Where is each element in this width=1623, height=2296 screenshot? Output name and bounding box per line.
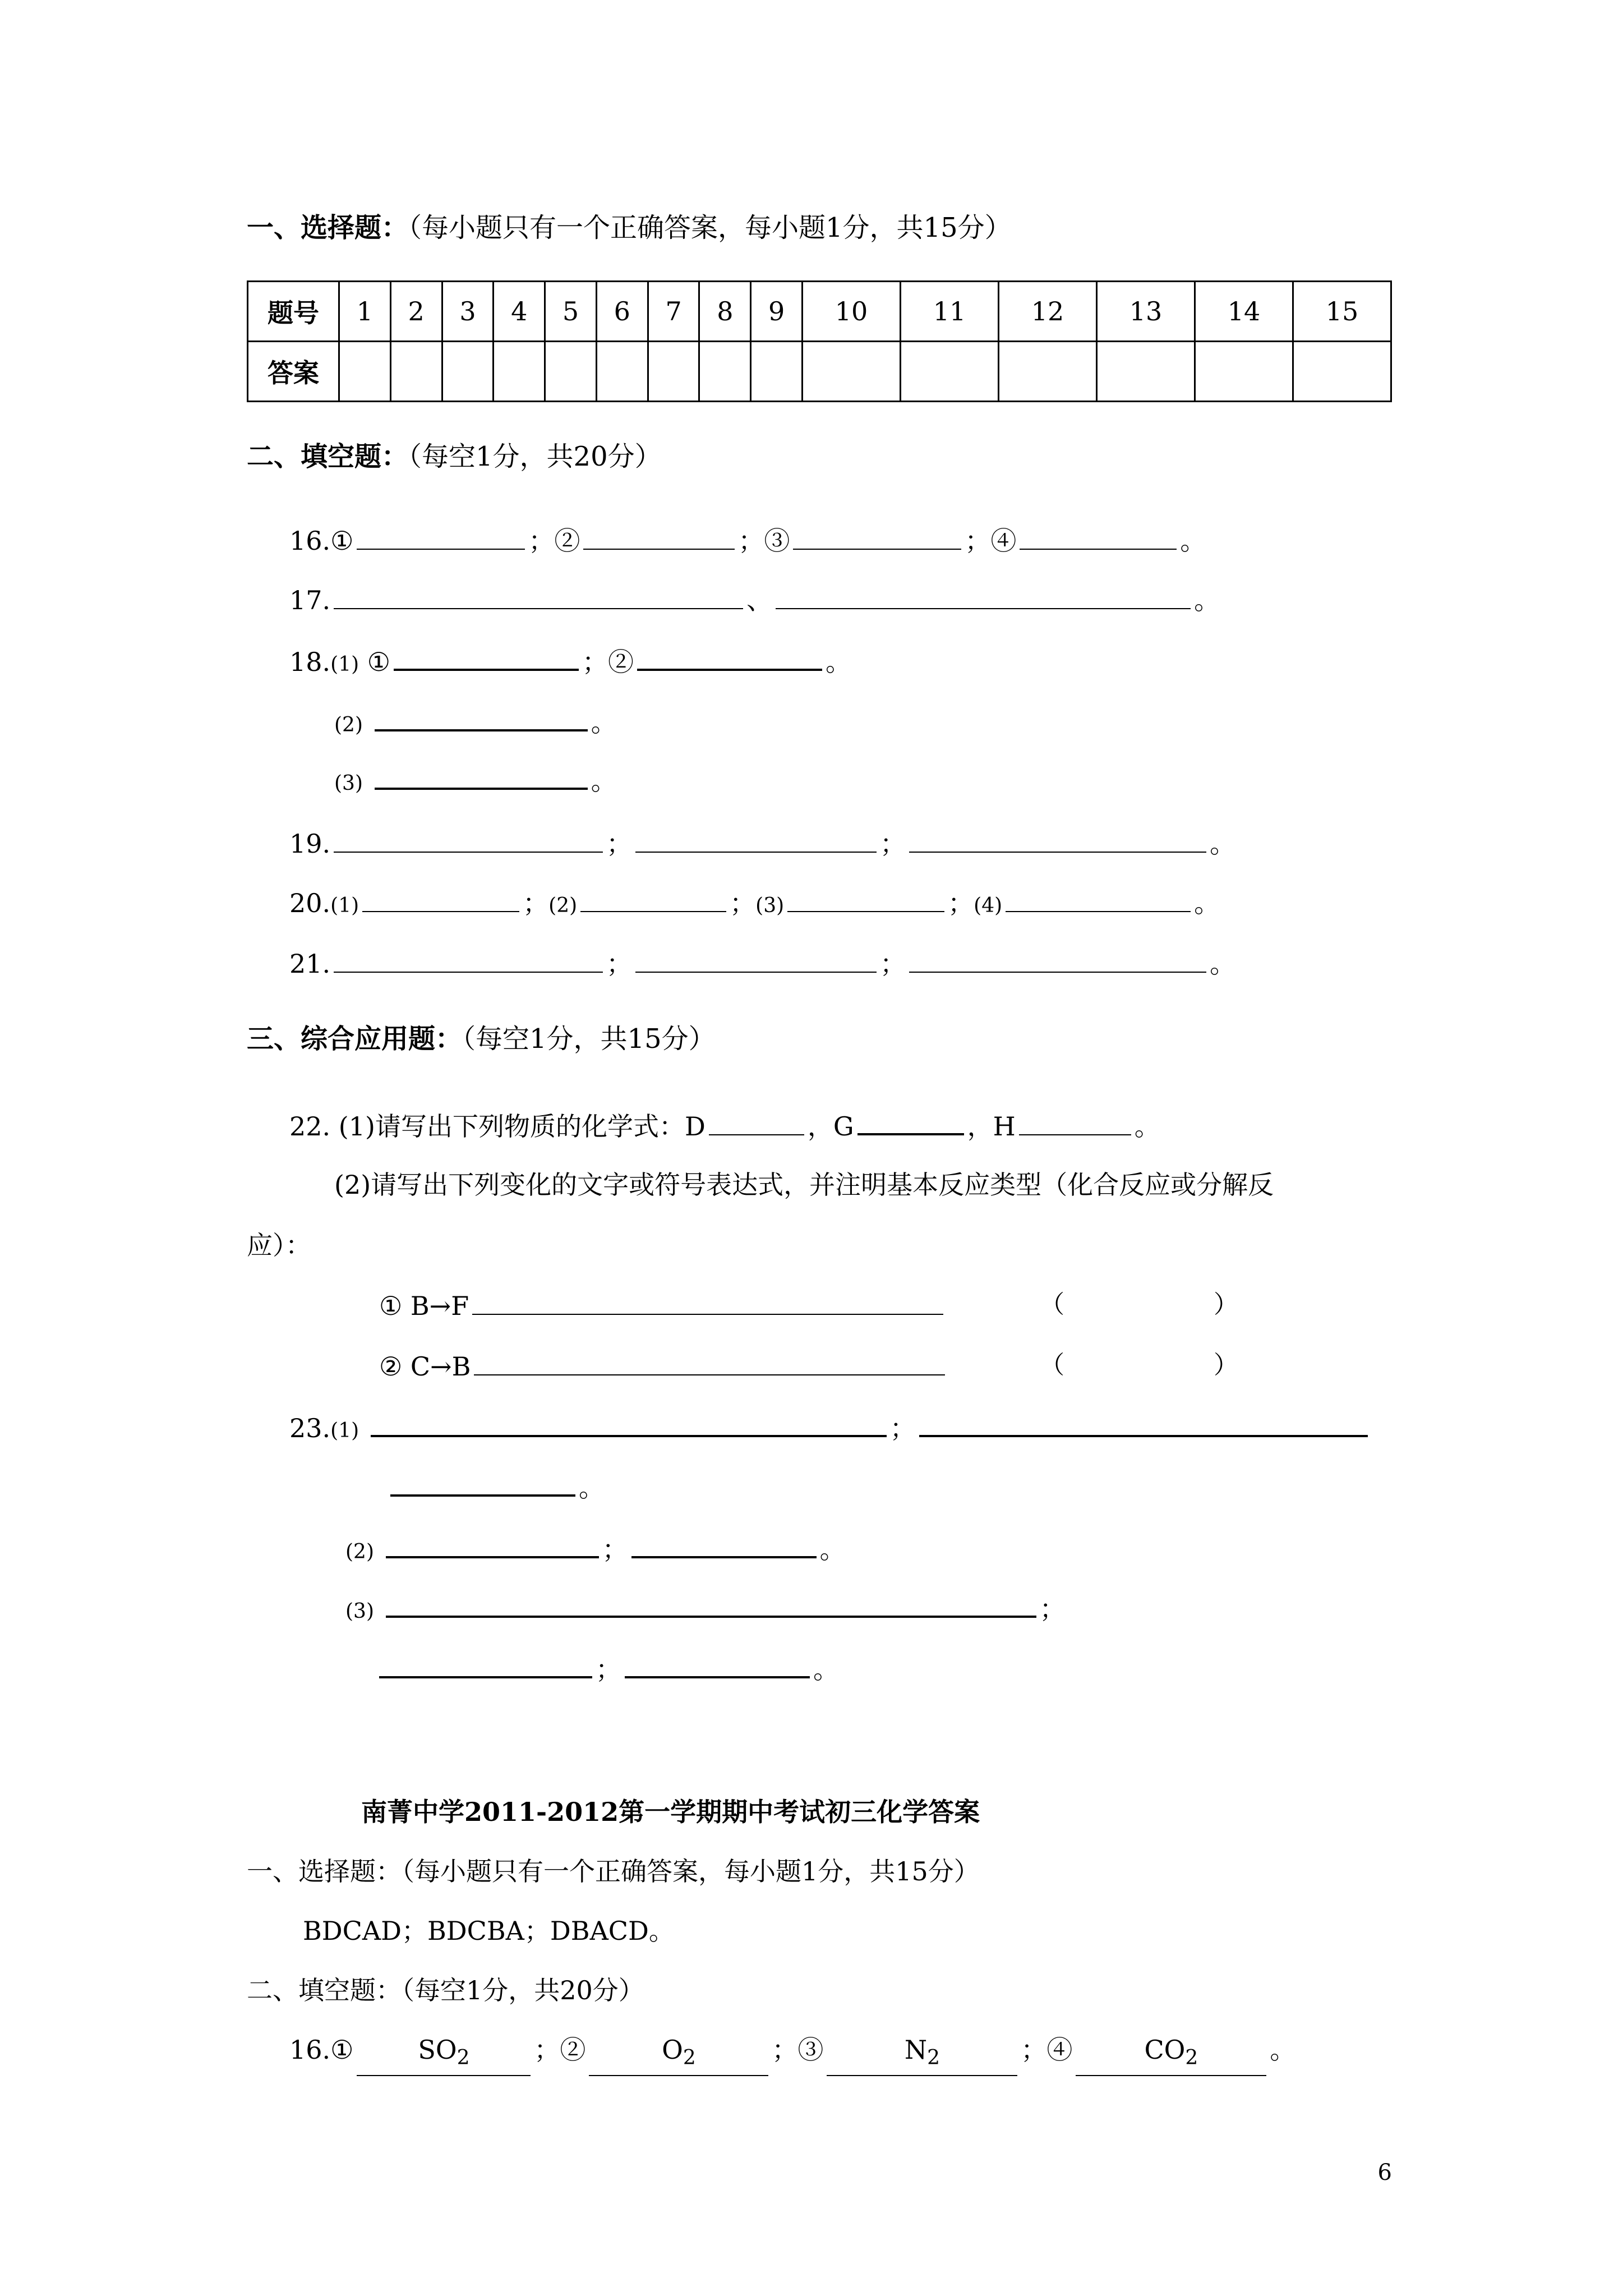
- period: 。: [819, 1534, 846, 1565]
- question-text: ，H: [967, 1111, 1016, 1142]
- answer-blank[interactable]: [857, 1107, 964, 1135]
- answer-blank[interactable]: [793, 523, 961, 550]
- section3-title: 三、综合应用题：: [247, 1023, 463, 1055]
- separator: ；: [880, 829, 906, 859]
- answer-blank[interactable]: [472, 1288, 943, 1315]
- part-label: (2): [345, 1540, 374, 1563]
- question-number-cell: 2: [390, 282, 442, 342]
- part-label: (2): [334, 714, 363, 737]
- question-23-part-3: [345, 1590, 1066, 1628]
- part-label: (1): [330, 1419, 359, 1442]
- answer-value: [357, 2033, 531, 2076]
- formula-text: O: [662, 2035, 683, 2065]
- answer-value: [589, 2033, 768, 2076]
- question-23-continued: [390, 1469, 605, 1504]
- question-22-item2: [379, 1349, 948, 1383]
- period: 。: [1270, 2035, 1296, 2065]
- reaction-type-close: ）: [1214, 1351, 1238, 1379]
- question-23: [289, 1409, 1371, 1448]
- question-number-cell: 4: [494, 282, 545, 342]
- separator: ；: [880, 949, 906, 979]
- circle-marker: ①: [367, 647, 391, 677]
- part-label: (1): [330, 653, 359, 676]
- question-number-cell: 14: [1195, 282, 1293, 342]
- answer-cell[interactable]: [442, 342, 494, 402]
- circle-marker: ②: [560, 2035, 586, 2065]
- question-18-part-2: [334, 703, 617, 742]
- part-label: (3): [345, 1600, 374, 1623]
- section1-title: 一、选择题：: [247, 212, 409, 243]
- question-18: [289, 643, 851, 682]
- question-number-cell: 7: [648, 282, 699, 342]
- question-number: 23.: [289, 1413, 331, 1443]
- answer-blank[interactable]: [375, 703, 588, 731]
- separator: ；: [965, 526, 991, 556]
- answer-blank[interactable]: [334, 826, 603, 853]
- question-number-cell: 13: [1096, 282, 1195, 342]
- question-text: (2)请写出下列变化的文字或符号表达式，并注明基本反应类型（化合反应或分解反: [334, 1170, 1274, 1200]
- answer-blank[interactable]: [362, 885, 519, 912]
- separator: ；: [889, 1413, 916, 1443]
- question-23-part-2: [345, 1530, 846, 1569]
- answer-blank[interactable]: [386, 1530, 599, 1558]
- question-16: [289, 523, 1206, 558]
- question-23-part-3-continued: [379, 1650, 839, 1686]
- question-20: [289, 885, 1220, 923]
- question-number-cell: 8: [699, 282, 751, 342]
- separator: ；: [606, 949, 633, 979]
- question-number: 18.: [289, 647, 331, 677]
- section2-title: 二、填空题：: [247, 441, 409, 472]
- question-22-line2: [334, 1168, 1274, 1202]
- separator: ；: [582, 647, 608, 677]
- answer-blank[interactable]: [334, 582, 743, 609]
- question-number-cell: 12: [999, 282, 1097, 342]
- answer-blank[interactable]: [394, 643, 579, 671]
- section3-note: （每空1分，共15分）: [462, 1023, 716, 1055]
- section2-heading: [247, 440, 662, 473]
- page-number: 6: [1377, 2160, 1392, 2185]
- row-label-number: 题号: [248, 282, 339, 342]
- question-22: [289, 1107, 1160, 1143]
- question-text: 应）：: [247, 1230, 311, 1260]
- separator: ；: [948, 888, 974, 918]
- question-number-cell: 3: [442, 282, 494, 342]
- question-number-cell: 6: [596, 282, 648, 342]
- answer-cell[interactable]: [596, 342, 648, 402]
- formula-subscript: 2: [927, 2046, 940, 2070]
- circle-marker: ④: [1046, 2035, 1073, 2065]
- separator: ；: [738, 526, 764, 556]
- period: 。: [591, 766, 617, 796]
- question-number: 17.: [289, 585, 331, 615]
- answer-cell[interactable]: [999, 342, 1097, 402]
- answer-blank[interactable]: [371, 1409, 887, 1437]
- period: 。: [813, 1654, 839, 1685]
- separator: ；: [528, 526, 555, 556]
- answer-cell[interactable]: [751, 342, 803, 402]
- formula-text: N: [904, 2035, 928, 2065]
- answer-key-title: 南菁中学2011-2012第一学期期中考试初三化学答案: [361, 1797, 980, 1827]
- section2-note: （每空1分，共20分）: [408, 441, 662, 472]
- answer-blank[interactable]: [776, 582, 1191, 609]
- question-number-cell: 5: [545, 282, 597, 342]
- answer-blank[interactable]: [787, 885, 944, 912]
- question-number: 22.: [289, 1111, 331, 1142]
- question-19: [289, 826, 1235, 861]
- period: 。: [579, 1473, 605, 1503]
- circle-marker: ①: [330, 2035, 354, 2065]
- answer-blank[interactable]: [357, 523, 525, 550]
- period: 。: [826, 647, 852, 677]
- answer-cell[interactable]: [339, 342, 391, 402]
- circle-marker: ③: [764, 526, 790, 556]
- reaction-label: ① B→F: [379, 1291, 469, 1321]
- part-label: (4): [974, 894, 1003, 917]
- answer-value: [827, 2033, 1017, 2076]
- period: 。: [1134, 1111, 1160, 1142]
- separator: 、: [746, 585, 773, 615]
- answer-blank[interactable]: [637, 643, 822, 671]
- answer-blank[interactable]: [1020, 523, 1177, 550]
- answer-cell[interactable]: [803, 342, 901, 402]
- answer-blank[interactable]: [583, 523, 735, 550]
- answer-grid: [247, 280, 1392, 402]
- question-17: [289, 582, 1220, 617]
- formula-subscript: 2: [1185, 2046, 1198, 2070]
- answer-blank[interactable]: [474, 1349, 945, 1375]
- reaction-type-open: （: [1040, 1351, 1064, 1379]
- answer-key-choices: BDCAD；BDCBA；DBACD。: [303, 1916, 675, 1946]
- question-number: 20.: [289, 888, 331, 918]
- answer-blank[interactable]: [635, 946, 877, 973]
- table-row: [248, 282, 1391, 342]
- formula-subscript: 2: [457, 2046, 470, 2070]
- separator: ；: [606, 829, 633, 859]
- period: 。: [1194, 888, 1220, 918]
- answer-blank[interactable]: [919, 1409, 1368, 1437]
- answer-cell[interactable]: [390, 342, 442, 402]
- question-number: 16.: [289, 526, 331, 556]
- separator: ；: [534, 2035, 560, 2065]
- separator: ；: [1039, 1594, 1066, 1624]
- question-22-item1: [379, 1288, 947, 1323]
- answer-blank[interactable]: [379, 1650, 592, 1678]
- answer-key-section1: 一、选择题：（每小题只有一个正确答案，每小题1分，共15分）: [247, 1856, 980, 1887]
- answer-blank[interactable]: [625, 1650, 810, 1678]
- circle-marker: ②: [554, 526, 580, 556]
- formula-text: CO: [1144, 2035, 1186, 2065]
- answer-key-q16: [289, 2033, 1295, 2076]
- formula-subscript: 2: [683, 2046, 696, 2070]
- question-number-cell: 15: [1293, 282, 1391, 342]
- section1-heading: [247, 211, 1012, 245]
- question-21: [289, 946, 1235, 981]
- row-label-answer: 答案: [248, 342, 339, 402]
- question-18-part-3: [334, 762, 617, 800]
- question-text: ，G: [807, 1111, 854, 1142]
- answer-blank[interactable]: [631, 1530, 817, 1558]
- answer-cell[interactable]: [1293, 342, 1391, 402]
- separator: ；: [730, 888, 756, 918]
- answer-cell[interactable]: [1096, 342, 1195, 402]
- answer-blank[interactable]: [635, 826, 877, 853]
- circle-marker: ②: [608, 647, 634, 677]
- answer-blank[interactable]: [386, 1590, 1036, 1618]
- answer-cell[interactable]: [901, 342, 999, 402]
- circle-marker: ①: [330, 526, 354, 556]
- period: 。: [1210, 829, 1236, 859]
- separator: ；: [772, 2035, 798, 2065]
- question-text: (1)请写出下列物质的化学式：D: [338, 1111, 706, 1142]
- question-22-line3: [247, 1228, 311, 1262]
- circle-marker: ③: [797, 2035, 824, 2065]
- formula-text: SO: [418, 2035, 457, 2065]
- reaction-type-close: ）: [1214, 1290, 1238, 1319]
- answer-blank[interactable]: [909, 826, 1206, 853]
- answer-blank[interactable]: [1006, 885, 1191, 912]
- answer-value: [1076, 2033, 1266, 2076]
- question-number: 16.: [289, 2035, 331, 2065]
- table-row: [248, 342, 1391, 402]
- question-number-cell: 11: [901, 282, 999, 342]
- answer-key-section2: 二、填空题：（每空1分，共20分）: [247, 1975, 644, 2005]
- separator: ；: [596, 1654, 621, 1685]
- separator: ；: [602, 1534, 628, 1565]
- part-label: (3): [755, 894, 785, 917]
- period: 。: [591, 707, 617, 738]
- answer-blank[interactable]: [375, 762, 588, 790]
- answer-blank[interactable]: [909, 946, 1206, 973]
- question-number-cell: 1: [339, 282, 391, 342]
- answer-blank[interactable]: [390, 1469, 575, 1497]
- circle-marker: ④: [990, 526, 1017, 556]
- answer-blank[interactable]: [709, 1108, 804, 1135]
- answer-cell[interactable]: [699, 342, 751, 402]
- part-label: (1): [330, 894, 359, 917]
- period: 。: [1180, 526, 1206, 556]
- part-label: (3): [334, 772, 363, 795]
- answer-cell[interactable]: [494, 342, 545, 402]
- answer-blank[interactable]: [1019, 1108, 1131, 1135]
- reaction-type-open: （: [1040, 1290, 1064, 1319]
- question-number-cell: 9: [751, 282, 803, 342]
- question-number: 21.: [289, 949, 331, 979]
- separator: ；: [523, 888, 549, 918]
- separator: ；: [1021, 2035, 1047, 2065]
- section1-note: （每小题只有一个正确答案，每小题1分，共15分）: [408, 212, 1012, 243]
- answer-blank[interactable]: [334, 946, 603, 973]
- answer-cell[interactable]: [545, 342, 597, 402]
- question-number-cell: 10: [803, 282, 901, 342]
- answer-cell[interactable]: [1195, 342, 1293, 402]
- answer-cell[interactable]: [648, 342, 699, 402]
- section3-heading: [247, 1022, 716, 1056]
- period: 。: [1210, 949, 1236, 979]
- reaction-label: ② C→B: [379, 1351, 471, 1382]
- part-label: (2): [548, 894, 578, 917]
- question-number: 19.: [289, 829, 331, 859]
- answer-blank[interactable]: [580, 885, 726, 912]
- period: 。: [1194, 585, 1220, 615]
